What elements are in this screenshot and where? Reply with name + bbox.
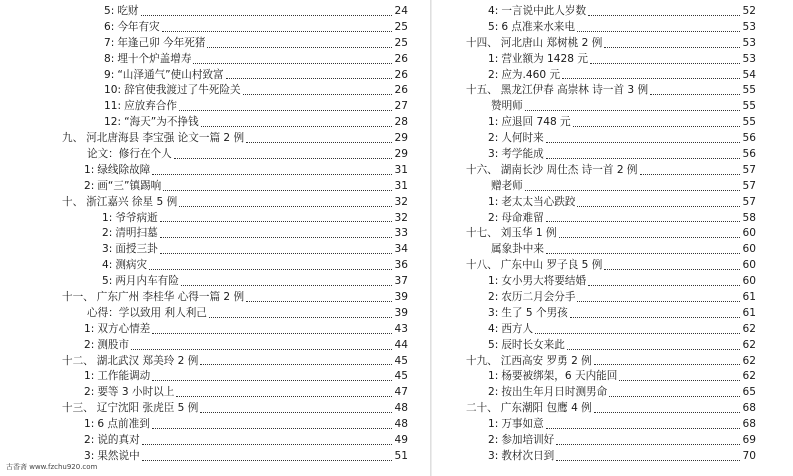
toc-entry-row: [466, 385, 756, 401]
toc-page-number: 36: [394, 259, 408, 272]
toc-entry-row: [466, 20, 756, 36]
dot-leader: [201, 125, 392, 127]
toc-entry-number: 5:: [104, 4, 115, 17]
toc-entry-number: 4:: [488, 322, 499, 335]
dot-leader: [142, 459, 392, 461]
toc-entry-row: [62, 226, 408, 242]
toc-entry-number: 2:: [84, 338, 95, 351]
toc-entry-row: [466, 115, 756, 131]
toc-section-row: [62, 290, 408, 306]
toc-entry-title: 论文：修行在个人: [87, 148, 172, 160]
toc-entry-number: 十八、: [466, 259, 498, 272]
dot-leader: [546, 427, 740, 429]
toc-section-row: [466, 258, 756, 274]
toc-entry-title: 辽宁沈阳 张虎臣 5 例: [96, 402, 199, 415]
toc-page-number: 68: [742, 402, 756, 415]
toc-section-row: [466, 36, 756, 52]
dot-leader: [535, 332, 740, 334]
toc-entry-number: 7:: [104, 36, 115, 49]
toc-page-number: 52: [742, 4, 756, 17]
toc-entry-title: 双方心情差: [97, 322, 151, 335]
toc-page-number: 60: [742, 259, 756, 272]
toc-entry-row: [466, 242, 756, 258]
toc-page-number: 60: [742, 275, 756, 288]
toc-entry-number: 1:: [102, 211, 113, 224]
toc-page-number: 55: [742, 116, 756, 129]
toc-entry-row: [62, 274, 408, 290]
toc-page-number: 56: [742, 132, 756, 145]
toc-page-number: 62: [742, 338, 756, 351]
toc-page-number: 53: [742, 20, 756, 33]
toc-entry-title: 教材次日到: [501, 449, 555, 462]
toc-page-number: 53: [742, 36, 756, 49]
toc-entry-row: [466, 4, 756, 20]
toc-entry-title: 赞明师: [491, 100, 523, 113]
dot-leader: [174, 157, 392, 159]
dot-leader: [246, 141, 392, 143]
toc-page-number: 39: [394, 306, 408, 319]
toc-entry-title: 人何时来: [501, 132, 544, 145]
toc-entry-title: 参加培训好: [501, 434, 555, 447]
dot-leader: [207, 46, 392, 48]
toc-entry-title: 河北唐海县 李宝强 论文一篇 2 例: [86, 132, 245, 145]
toc-entry-title: 广东中山 罗子良 5 例: [500, 259, 603, 272]
toc-page-number: 65: [742, 386, 756, 399]
toc-entry-title: 果然说中: [97, 449, 140, 462]
dot-leader: [193, 62, 392, 64]
dot-leader: [546, 252, 740, 254]
dot-leader: [577, 205, 740, 207]
toc-entry-title: 辞官使我渡过了牛死险关: [124, 84, 241, 97]
toc-entry-title: 心得：学以致用 利人利己: [87, 306, 207, 319]
toc-entry-number: 十九、: [466, 354, 498, 367]
toc-entry-row: [466, 338, 756, 354]
toc-entry-title: 面授三卦: [115, 243, 158, 256]
dot-leader: [152, 427, 392, 429]
toc-entry-number: 1:: [84, 370, 95, 383]
toc-entry-row: [466, 369, 756, 385]
toc-entry-row: [466, 147, 756, 163]
toc-entry-row: [466, 306, 756, 322]
toc-entry-title: 应为.460 元: [501, 68, 561, 81]
toc-entry-number: 1:: [488, 418, 499, 431]
toc-entry-title: 老太太当心跌跤: [501, 195, 576, 208]
toc-page-number: 51: [394, 449, 408, 462]
toc-section-row: [62, 131, 408, 147]
toc-page-number: 29: [394, 148, 408, 160]
dot-leader: [149, 268, 392, 270]
dot-leader: [556, 443, 740, 445]
toc-entry-number: 3:: [84, 449, 95, 462]
toc-entry-row: [466, 274, 756, 290]
dot-leader: [556, 459, 740, 461]
toc-entry-row: [466, 68, 756, 84]
dot-leader: [546, 141, 740, 143]
toc-entry-number: 十二、: [62, 354, 94, 367]
toc-page-number: 45: [394, 370, 408, 383]
toc-entry-title: 工作能调动: [97, 370, 151, 383]
toc-entry-row: [466, 99, 756, 115]
toc-entry-number: 1:: [488, 116, 499, 129]
toc-page-number: 55: [742, 100, 756, 113]
toc-entry-row: [62, 179, 408, 195]
toc-entry-number: 2:: [488, 386, 499, 399]
toc-entry-title: 杨要被绑架，6 天内能回: [501, 370, 618, 383]
toc-entry-title: 爷爷病逝: [115, 211, 158, 224]
toc-entry-title: 要等 3 小时以上: [97, 386, 175, 399]
toc-page-number: 26: [394, 52, 408, 65]
toc-entry-number: 6:: [104, 20, 115, 33]
dot-leader: [179, 205, 392, 207]
toc-left-column: [62, 4, 408, 462]
toc-entry-number: 2:: [84, 434, 95, 447]
toc-entry-row: [62, 338, 408, 354]
toc-entry-title: 应放弃合作: [124, 100, 178, 113]
toc-entry-title: 测股市: [97, 338, 130, 351]
toc-page-number: 25: [394, 20, 408, 33]
dot-leader: [200, 363, 392, 365]
toc-page-number: 39: [394, 291, 408, 304]
dot-leader: [176, 395, 392, 397]
dot-leader: [546, 220, 740, 222]
toc-page-number: 28: [394, 116, 408, 129]
toc-entry-number: 1:: [488, 195, 499, 208]
toc-entry-number: 8:: [104, 52, 115, 65]
toc-entry-title: “海天”为不挣钱: [124, 116, 199, 129]
toc-page-number: 60: [742, 243, 756, 256]
toc-entry-number: 2:: [488, 68, 499, 81]
toc-entry-row: [62, 306, 408, 322]
toc-entry-row: [466, 322, 756, 338]
dot-leader: [559, 236, 740, 238]
toc-entry-row: [62, 163, 408, 179]
dot-leader: [577, 300, 740, 302]
toc-entry-title: 母命难留: [501, 211, 544, 224]
toc-entry-title: 应退回 748 元: [501, 116, 571, 129]
toc-entry-title: 一言说中此人岁数: [501, 4, 587, 17]
toc-entry-number: 2:: [488, 434, 499, 447]
toc-page-number: 47: [394, 386, 408, 399]
dot-leader: [577, 30, 740, 32]
dot-leader: [609, 395, 740, 397]
toc-page-number: 29: [394, 132, 408, 145]
toc-entry-number: 1:: [488, 275, 499, 288]
toc-section-row: [62, 195, 408, 211]
toc-entry-row: [62, 417, 408, 433]
dot-leader: [163, 189, 392, 191]
toc-entry-row: [466, 290, 756, 306]
toc-page-number: 48: [394, 418, 408, 431]
toc-page-number: 57: [742, 179, 756, 192]
toc-page-number: 68: [742, 418, 756, 431]
toc-page-number: 62: [742, 322, 756, 335]
toc-entry-row: [62, 115, 408, 131]
toc-section-row: [62, 354, 408, 370]
dot-leader: [640, 173, 740, 175]
dot-leader: [525, 109, 740, 111]
dot-leader: [594, 411, 740, 413]
toc-entry-title: 测病灾: [115, 259, 148, 272]
dot-leader: [546, 157, 740, 159]
toc-entry-row: [62, 242, 408, 258]
toc-entry-title: 6 点前准到: [97, 418, 150, 431]
toc-entry-title: 考学能成: [501, 148, 544, 160]
toc-entry-row: [466, 52, 756, 68]
toc-entry-number: 1:: [84, 418, 95, 431]
dot-leader: [209, 316, 392, 318]
toc-entry-title: 刘玉华 1 例: [500, 227, 557, 240]
toc-entry-title: 浙江嘉兴 徐星 5 例: [86, 195, 178, 208]
toc-entry-number: 12:: [104, 116, 122, 129]
toc-page-number: 55: [742, 84, 756, 97]
toc-page-number: 45: [394, 354, 408, 367]
toc-entry-row: [62, 433, 408, 449]
toc-entry-row: [62, 20, 408, 36]
toc-section-row: [466, 354, 756, 370]
toc-entry-row: [466, 433, 756, 449]
toc-entry-title: 营业额为 1428 元: [501, 52, 588, 65]
dot-leader: [160, 236, 392, 238]
toc-entry-number: 十七、: [466, 227, 498, 240]
toc-entry-row: [62, 68, 408, 84]
toc-page-number: 56: [742, 148, 756, 160]
toc-entry-number: 4:: [102, 259, 113, 272]
toc-entry-row: [466, 211, 756, 227]
toc-entry-number: 5:: [102, 275, 113, 288]
toc-entry-row: [466, 449, 756, 465]
toc-entry-title: 生了 5 个男孩: [501, 306, 568, 319]
toc-entry-title: 按出生年月日时测男命: [501, 386, 608, 399]
toc-entry-title: 黑龙江伊春 高崇林 诗一首 3 例: [500, 84, 649, 97]
toc-entry-number: 1:: [84, 163, 95, 176]
toc-entry-row: [62, 83, 408, 99]
toc-entry-title: 西方人: [501, 322, 534, 335]
toc-entry-title: 广东潮阳 包鹰 4 例: [500, 402, 592, 415]
toc-right-column: [466, 4, 756, 462]
toc-entry-row: [62, 52, 408, 68]
dot-leader: [141, 14, 393, 16]
dot-leader: [162, 30, 392, 32]
toc-entry-title: 江西高安 罗勇 2 例: [500, 354, 592, 367]
dot-leader: [160, 252, 392, 254]
dot-leader: [226, 77, 392, 79]
dot-leader: [131, 348, 392, 350]
toc-entry-title: 农历二月会分手: [501, 291, 576, 304]
toc-page-number: 26: [394, 68, 408, 81]
toc-entry-title: 湖北武汉 郑美玲 2 例: [96, 354, 199, 367]
toc-entry-number: 1:: [488, 370, 499, 383]
toc-page-number: 32: [394, 195, 408, 208]
toc-entry-title: 画“三”镇踢响: [97, 179, 162, 192]
toc-page-number: 25: [394, 36, 408, 49]
toc-section-row: [62, 401, 408, 417]
toc-entry-row: [62, 449, 408, 465]
dot-leader: [573, 125, 740, 127]
toc-entry-title: 万事如意: [501, 418, 544, 431]
toc-entry-number: 十五、: [466, 84, 498, 97]
toc-entry-title: 吃财: [117, 4, 139, 17]
toc-entry-title: 今年有灾: [117, 20, 160, 33]
dot-leader: [246, 300, 392, 302]
toc-entry-title: “山泽通气”使山村致富: [117, 68, 224, 81]
dot-leader: [562, 77, 740, 79]
dot-leader: [650, 93, 740, 95]
dot-leader: [590, 62, 740, 64]
toc-page-number: 60: [742, 227, 756, 240]
toc-entry-number: 2:: [488, 211, 499, 224]
toc-entry-row: [62, 322, 408, 338]
toc-page-number: 34: [394, 243, 408, 256]
dot-leader: [619, 379, 740, 381]
toc-page-number: 61: [742, 291, 756, 304]
toc-entry-row: [62, 36, 408, 52]
toc-entry-number: 9:: [104, 68, 115, 81]
dot-leader: [567, 348, 740, 350]
dot-leader: [181, 284, 392, 286]
toc-entry-number: 十一、: [62, 291, 94, 304]
dot-leader: [243, 93, 392, 95]
toc-entry-number: 3:: [488, 306, 499, 319]
toc-entry-number: 3:: [102, 243, 113, 256]
dot-leader: [570, 316, 740, 318]
toc-entry-title: 河北唐山 郑树桃 2 例: [500, 36, 603, 49]
toc-entry-row: [62, 147, 408, 163]
toc-page-number: 57: [742, 195, 756, 208]
dot-leader: [594, 363, 740, 365]
toc-entry-row: [466, 195, 756, 211]
toc-entry-number: 十六、: [466, 163, 498, 176]
toc-entry-number: 1:: [84, 322, 95, 335]
toc-entry-row: [466, 131, 756, 147]
toc-section-row: [466, 401, 756, 417]
toc-page-number: 32: [394, 211, 408, 224]
toc-page-number: 62: [742, 370, 756, 383]
dot-leader: [588, 14, 740, 16]
toc-page-number: 27: [394, 100, 408, 113]
toc-page-number: 62: [742, 354, 756, 367]
toc-entry-title: 绿线除故障: [97, 163, 151, 176]
toc-entry-title: 两月内车有险: [115, 275, 179, 288]
toc-entry-row: [466, 179, 756, 195]
toc-entry-number: 2:: [84, 386, 95, 399]
toc-entry-number: 九、: [62, 132, 84, 145]
toc-entry-number: 2:: [84, 179, 95, 192]
toc-page-number: 57: [742, 163, 756, 176]
toc-page-number: 31: [394, 179, 408, 192]
toc-entry-number: 4:: [488, 4, 499, 17]
toc-entry-row: [62, 385, 408, 401]
toc-page-number: 48: [394, 402, 408, 415]
toc-entry-title: 辰时长女来此: [501, 338, 565, 351]
toc-page-number: 44: [394, 338, 408, 351]
toc-entry-title: 6 点准来水来电: [501, 20, 575, 33]
footer-watermark: 古香斋 www.fzchu920.com: [6, 463, 98, 471]
toc-page-number: 58: [742, 211, 756, 224]
toc-entry-number: 3:: [488, 148, 499, 160]
toc-entry-row: [62, 369, 408, 385]
toc-page-number: 33: [394, 227, 408, 240]
dot-leader: [152, 173, 392, 175]
toc-entry-title: 说的真对: [97, 434, 140, 447]
toc-entry-number: 1:: [488, 52, 499, 65]
toc-page-number: 70: [742, 449, 756, 462]
page-gutter: [430, 0, 432, 476]
toc-page-number: 26: [394, 84, 408, 97]
toc-entry-title: 属象卦中来: [491, 243, 544, 256]
dot-leader: [179, 109, 392, 111]
toc-entry-number: 十、: [62, 195, 84, 208]
toc-entry-number: 二十、: [466, 402, 498, 415]
toc-entry-number: 10:: [104, 84, 122, 97]
toc-entry-number: 十四、: [466, 36, 498, 49]
toc-page-number: 31: [394, 163, 408, 176]
toc-entry-title: 广东广州 李桂华 心得一篇 2 例: [96, 291, 245, 304]
toc-entry-row: [62, 4, 408, 20]
toc-entry-row: [62, 211, 408, 227]
toc-page-number: 43: [394, 322, 408, 335]
dot-leader: [604, 46, 740, 48]
dot-leader: [152, 332, 392, 334]
dot-leader: [525, 189, 740, 191]
toc-entry-number: 5:: [488, 20, 499, 33]
toc-entry-title: 清明扫墓: [115, 227, 158, 240]
toc-entry-number: 2:: [102, 227, 113, 240]
toc-entry-number: 2:: [488, 291, 499, 304]
toc-entry-number: 5:: [488, 338, 499, 351]
dot-leader: [588, 284, 740, 286]
toc-entry-title: 埋十个炉盖增寿: [117, 52, 192, 65]
toc-entry-row: [466, 417, 756, 433]
toc-entry-number: 3:: [488, 449, 499, 462]
toc-entry-number: 十三、: [62, 402, 94, 415]
toc-entry-row: [62, 99, 408, 115]
toc-page-number: 54: [742, 68, 756, 81]
toc-page-number: 61: [742, 306, 756, 319]
toc-entry-title: 赠老师: [491, 179, 523, 192]
dot-leader: [604, 268, 740, 270]
toc-entry-number: 2:: [488, 132, 499, 145]
toc-entry-title: 湖南长沙 周仕杰 诗一首 2 例: [500, 163, 638, 176]
toc-page-number: 37: [394, 275, 408, 288]
dot-leader: [200, 411, 392, 413]
toc-entry-title: 年逢己卯 今年死猪: [117, 36, 206, 49]
dot-leader: [160, 220, 392, 222]
toc-section-row: [466, 163, 756, 179]
dot-leader: [152, 379, 392, 381]
toc-entry-title: 女小男大将要结婚: [501, 275, 587, 288]
dot-leader: [142, 443, 392, 445]
toc-page-number: 53: [742, 52, 756, 65]
toc-page-number: 49: [394, 434, 408, 447]
toc-page-number: 24: [394, 4, 408, 17]
toc-entry-row: [62, 258, 408, 274]
toc-section-row: [466, 226, 756, 242]
toc-entry-number: 11:: [104, 100, 122, 113]
toc-section-row: [466, 83, 756, 99]
toc-page-number: 69: [742, 434, 756, 447]
